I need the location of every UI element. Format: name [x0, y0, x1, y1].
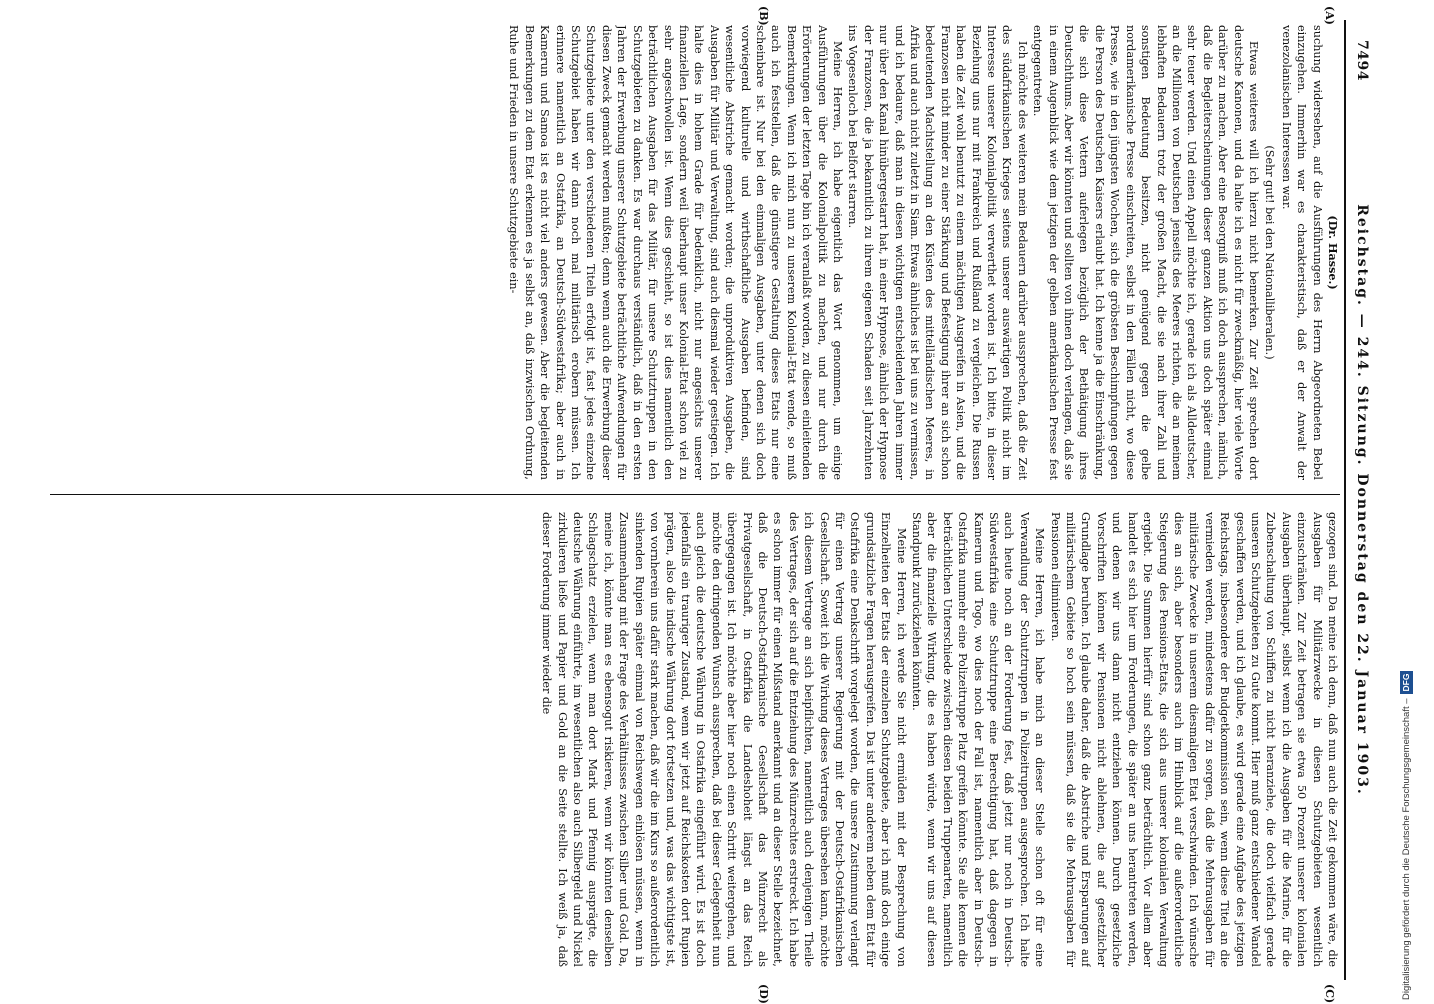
- page-header: [1344, 20, 1374, 980]
- page-title: Reichstag. — 244. Sitzung. Donnerstag den 22. Januar 1903.: [1354, 204, 1370, 796]
- margin-marker-b: (B): [757, 6, 770, 26]
- column-divider: [50, 494, 1340, 495]
- speaker-label: (Dr. Hasse.): [1326, 215, 1340, 290]
- paragraph: suchung widersehen, auf die Ausführungen des Herrn Abgeordneten Bebel einzugehen. Immerhin war es charakteristisch, daß er der Anwalt der venezolanischen Interessen war.: [1279, 25, 1324, 480]
- interjection: (Sehr gut! bei den Nationalliberalen.): [1263, 145, 1277, 360]
- right-column: [50, 512, 1340, 967]
- paragraph: Ich möchte des weiteren mein Bedauern darüber aussprechen, daß die Zeit des südafrikanischen Krieges seitens unserer auswärtigen Politik nicht im Interesse unserer Kolonialpolitik verwerthet worden ist. Ich bitte, in dieser Beziehung uns nur mit Frankreich und Rußland zu vergleichen. Die Russen haben die Zeit wohl benutzt zu einem mächtigen Ausgreifen in Asien, und die Franzosen nicht minder zu einer Stärkung und Befestigung ihrer an sich schon bedeutenden Machtstellung an den Küsten des mittelländischen Meeres, in Afrika und auch nicht zuletzt in Siam. Etwas ähnliches ist bei uns zu vermissen, und ich bedaure, daß man in diesen wichtigen entscheidenden Jahren immer nur über den Kanal hinübergestarrt hat, in einer Hypnose, ähnlich der Hypnose der Franzosen, die ja bekanntlich zu ihrem eigenen Schaden seit Jahrzehnten ins Vogesenloch bei Belfort starren.: [846, 25, 1029, 480]
- margin-marker-a: (A): [1323, 6, 1336, 25]
- dfg-logo: DFG: [1400, 671, 1413, 695]
- paragraph: Meine Herren, ich habe mich an dieser Stelle schon oft für eine Verwandlung der Schutztruppen in Polizeitruppen ausgesprochen. Ich halte auch heute noch an der Forderung fest, daß jetzt nur noch in Deutsch-Südwestafrika eine Schutztruppe eine Berechtigung hat, daß dagegen in Kamerun und Togo, wo dies noch der Fall ist, namentlich aber in Deutsch-Ostafrika nunmehr eine Polizeitruppe Platz greifen könnte. Sie alle kennen die beträchtlichen Unterschiede zwischen diesen beiden Truppenarten, namentlich aber die finanzielle Wirkung, die es haben würde, wenn wir uns auf diesen Standpunkt zurückziehen könnten.: [910, 512, 1047, 967]
- digitization-credit: [1396, 0, 1416, 1000]
- margin-marker-c: (C): [1323, 984, 1336, 1004]
- header-rule: [1344, 20, 1346, 980]
- credit-text: Digitalisierung gefördert durch die Deutsche Forschungsgemeinschaft –: [1400, 698, 1412, 1000]
- left-column: [50, 25, 1340, 480]
- paragraph: Meine Herren, ich werde Sie nicht ermüden mit der Besprechung von Einzelheiten der Etats der einzelnen Schutzgebiete, aber ich muß doch einige grundsätzliche Fragen herausgreifen. Da ist unter anderem neben dem Etat für Ostafrika eine Denkschrift vorgelegt worden, die unsere Zustimmung verlangt für einen Vertrag unserer Regierung mit der Deutsch-Ostafrikanischen Gesellschaft. Soweit ich die Wirkung dieses Vertrages übersehen kann, möchte ich diesem Vertrage an sich beipflichten, namentlich auch denjenigen Theile des Vertrages, der sich auf die Entziehung des Münzrechtes erstreckt. Ich habe es schon immer für einen Mißstand anerkannt und an dieser Stelle bezeichnet, daß die Deutsch-Ostafrikanische Gesellschaft das Münzrecht als Privatgesellschaft, in Ostafrika die Landeshoheit längst an das Reich übergegangen ist. Ich möchte aber hier noch einen Schritt weitergehen, und möchte den dringenden Wunsch aussprechen, daß bei dieser Gelegenheit nun auch gleich die deutsche Währung in Ostafrika eingeführt wird. Es ist doch jedenfalls ein trauriger Zustand, wenn wir jetzt auf Reichskosten dort Rupien prägen, also die indische Währung dort fortsetzen und, was das wichtigste ist, von vornherein uns dafür stark machen, daß wir die im Kurs so außerordentlich sinkenden Rupien später einmal von Reichswegen einlösen müssen, wenn in Zusammenhang mit der Frage des Verhältnisses zwischen Silber und Gold. Da, meine ich, könnte man es ebensogut riskieren, wenn wir könnten denselben Schlagschatz erzielen, wenn man dort Mark und Pfennig ausprägte, die deutsche Währung einführte, im wesentlichen also auch Silbergeld und Nickel zirkulieren ließe und Papier und Gold an die Seite stellte. Ich weiß ja, daß dieser Forderung immer wieder die: [540, 512, 908, 967]
- paragraph: Etwas weiteres will ich hierzu nicht bemerken. Zur Zeit sprechen dort deutsche Kanonen, und da halte ich es nicht für zweckmäßig, hier viele Worte darüber zu machen. Aber eine Besorgniß muß ich doch aussprechen, nämlich, daß die Begleiterscheinungen dieser ganzen Aktion uns doch später einmal sehr teuer werden. Und einen Appell möchte ich, gerade ich als Alldeutscher, an die Millionen von Deutschen jenseits des Meeres richten, die an meinem lebhaften Bedauern trotz der großen Macht, die sie nach ihrer Zahl und sonstigen Bedeutung besitzen, nicht genügend gegen die gelbe nordamerikanische Presse einschreiten, selbst in den Fällen nicht, wo diese Presse, wie in den jüngsten Wochen, sich die gröbsten Beschimpfungen gegen die Person des Deutschen Kaisers erlaubt hat. Ich kenne ja die Einschränkung, die sich diese Vettern auferlegen bezüglich der Bethätigung ihres Deutschthums. Aber wir könnten und sollten von ihnen doch verlangen, daß sie in einem Augenblick wie dem jetzigen der gelben amerikanischen Presse fest entgegentreten.: [1031, 25, 1260, 480]
- margin-marker-d: (D): [757, 984, 770, 1004]
- page-number: 7494: [1354, 40, 1370, 81]
- paragraph: Meine Herren, ich habe eigentlich das Wort genommen, um einige Ausführungen über die Kolonialpolitik zu machen, und nur durch die Erörterungen der letzten Tage bin ich veranlaßt worden, zu diesen einleitenden Bemerkungen. Wenn ich mich nun zu unserem Kolonial-Etat wende, so muß auch ich feststellen, daß die günstigere Gestaltung dieses Etats nur eine scheinbare ist. Nur bei den einmaligen Ausgaben, unter denen sich doch vorwiegend kulturelle und wirthschaftliche Ausgaben befinden, sind wesentliche Abstriche gemacht worden; die unproduktiven Ausgaben, die Ausgaben für Militär und Verwaltung, sind auch diesmal wieder gestiegen. Ich halte dies in hohem Grade für bedenklich, nicht nur angesichts unserer finanziellen Lage, sondern weil überhaupt unser Kolonial-Etat schon viel zu sehr angeschwollen ist. Wenn dies geschieht, so ist dies namentlich den beträchtlichen Ausgaben für das Militär, für unsere Schutztruppen in den Schutzgebieten zu danken. Es war durchaus verständlich, daß in den ersten Jahren der Erwerbung unserer Schutzgebiete beträchtliche Aufwendungen für diesen Zweck gemacht werden mußten; denn wenn auch die Erwerbung dieser Schutzgebiete unter den verschiedenen Titeln erfolgt ist, fast jedes einzelne Schutzgebiet haben wir dann noch mal militärisch erobern müssen. Ich erinnere namentlich an Ostafrika, an Deutsch-Südwestafrika; aber auch in Kamerun und Samoa ist es nicht viel anders gewesen. Aber die begleitenden Bemerkungen zu dem Etat erkennen es ja selbst an, daß inzwischen Ordnung, Ruhe und Frieden in unsere Schutzgebiete ein-: [507, 25, 844, 480]
- paragraph: gezogen sind. Da meine ich denn, daß nun auch die Zeit gekommen wäre, die Ausgaben für Militärzwecke in diesen Schutzgebieten wesentlich einzuschränken. Zur Zeit betragen sie etwa 50 Prozent unserer kolonialen Ausgaben überhaupt, selbst wenn ich die Ausgaben für die Marine, für die Zubenschaltung von Schiffen zu nicht heranziehe, die doch vielfach gerade unseren Schutzgebieten zu Gute kommt. Hier muß ganz entschiedener Wandel geschaffen werden, und ich glaube, es wird gerade eine Aufgabe des jetzigen Reichstags, insbesondere der Budgetkommission sein, wenn diese Titel an die vermieden werden, mindestens dafür zu sorgen, daß die Mehrausgaben für militärische Zwecke in unserem diesmaligen Etat verschwinden. Ich wünsche dies an sich, aber besonders auch im Hinblick auf die außerordentliche Steigerung des Pensions-Etats, die sich aus unserer kolonialen Verwaltung ergiebt. Die Summen hierfür sind schon ganz beträchtlich. Vor allem aber handelt es sich hier um Forderungen, die später an uns herantreten werden, und denen wir uns dann nicht entziehen können. Durch gesetzliche Vorschriften können wir Pensionen nicht ablehnen, die auf gesetzlicher Grundlage beruhen. Ich glaube daher, daß die Abstriche und Ersparungen auf militärischem Gebiete so hoch sein müssen, daß sie die Mehrausgaben für Pensionen eliminieren.: [1048, 512, 1339, 967]
